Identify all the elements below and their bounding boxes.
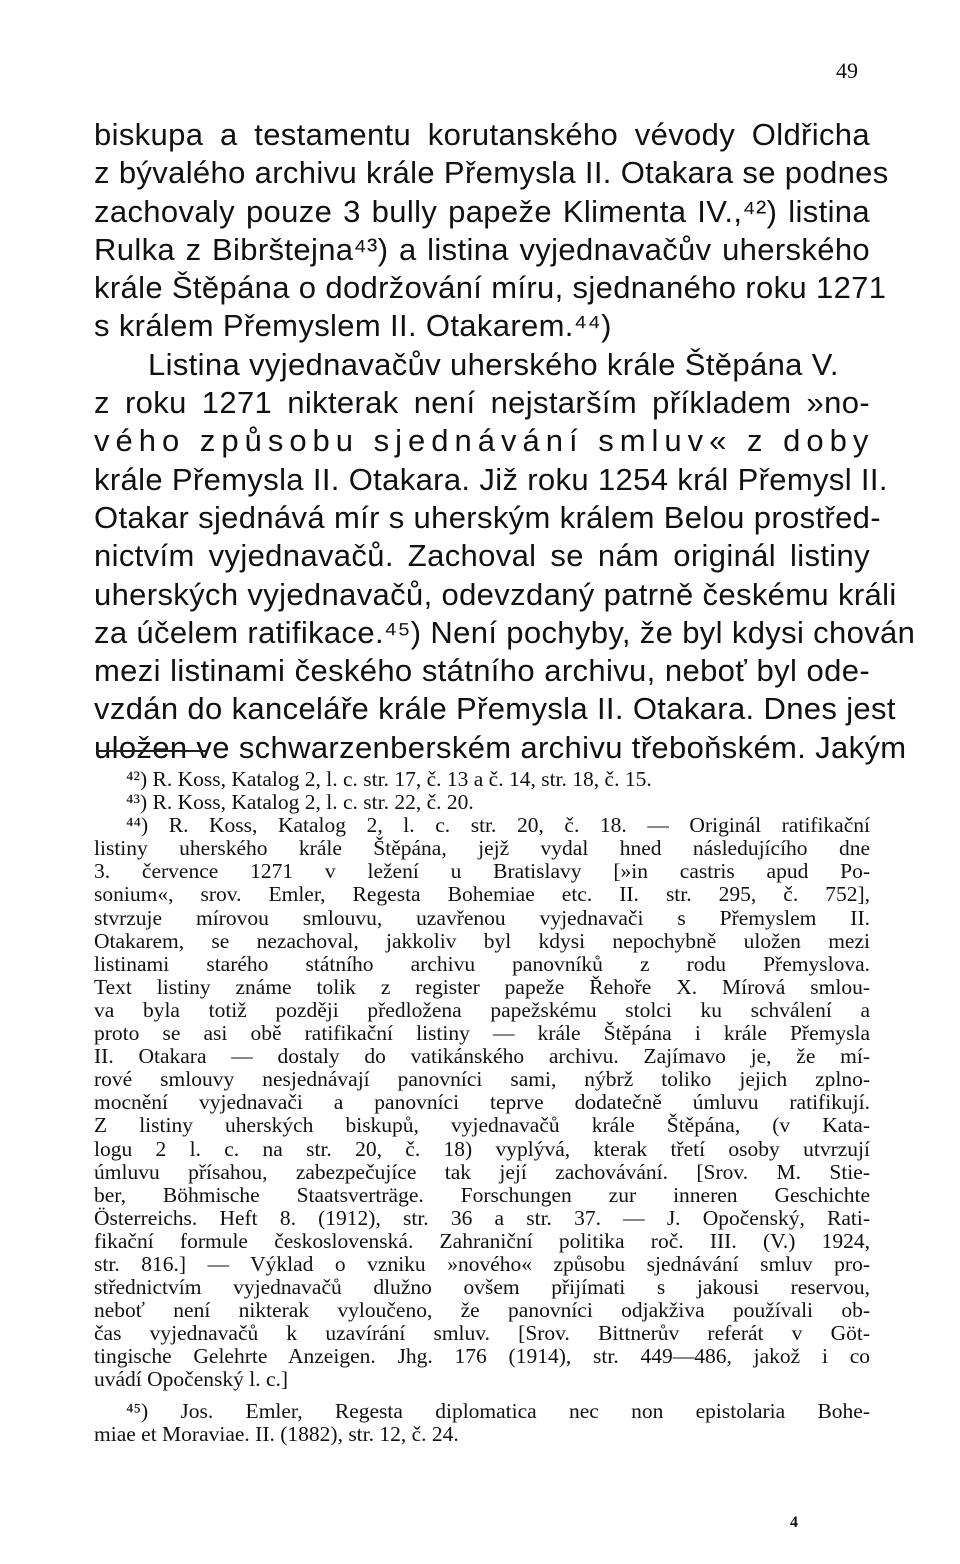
main-line: s králem Přemyslem II. Otakarem.⁴⁴) bbox=[94, 308, 612, 344]
footnote-line: tingische Gelehrte Anzeigen. Jhg. 176 (1914), str. 449—486, jakož i co bbox=[94, 1344, 870, 1369]
main-line: za účelem ratifikace.⁴⁵) Není pochyby, že byl kdysi chován bbox=[94, 614, 916, 650]
footnote-line: proto se asi obě ratifikační listiny — krále Štěpána i krále Přemysla bbox=[94, 1021, 870, 1046]
main-line: biskupa a testamentu korutanského vévody Oldřicha bbox=[94, 117, 870, 152]
main-line: krále Štěpána o dodržování míru, sjednaného roku 1271 bbox=[94, 270, 887, 306]
footnote-line: ber, Böhmische Staatsverträge. Forschungen zur inneren Geschichte bbox=[94, 1182, 870, 1207]
footnote-line: ⁴²) R. Koss, Katalog 2, l. c. str. 17, č. 13 a č. 14, str. 18, č. 15. bbox=[126, 767, 652, 791]
main-line: uherských vyjednavačů, odevzdaný patrně českému králi bbox=[94, 576, 897, 612]
main-line: Listina vyjednavačův uherského krále Štěpána V. bbox=[148, 346, 839, 382]
footnote-line: čas vyjednavačů k uzavírání smluv. [Srov. Bittnerův referát v Göt- bbox=[94, 1321, 870, 1346]
main-line: z bývalého archivu krále Přemysla II. Otakara se podnes bbox=[94, 155, 889, 191]
main-line: Rulka z Bibrštejna⁴³) a listina vyjednavačův uherského bbox=[94, 231, 870, 267]
footnote-line: miae et Moraviae. II. (1882), str. 12, č. 24. bbox=[94, 1421, 459, 1446]
main-line: nictvím vyjednavačů. Zachoval se nám originál listiny bbox=[94, 538, 870, 574]
footnote-line: střednictvím vyjednavačů dlužno ovšem přijímati s jakousi reservou, bbox=[94, 1275, 870, 1300]
main-text bbox=[94, 116, 916, 767]
footnote-line: listinami starého státního archivu panovníků z rodu Přemyslova. bbox=[94, 951, 870, 976]
page-number: 49 bbox=[836, 58, 858, 83]
footnote-line: va byla totiž později předložena papežskému stolci ku schválení a bbox=[94, 997, 870, 1022]
footnote-line: str. 816.] — Výklad o vzniku »nového« způsobu sjednávání smluv pro- bbox=[94, 1251, 870, 1276]
footnote-line: listiny uherského krále Štěpána, jejž vydal hned následujícího dne bbox=[94, 836, 870, 861]
footnotes bbox=[94, 768, 870, 1446]
footnote-line: Text listiny známe tolik z register papeže Řehoře X. Mírová smlou- bbox=[94, 974, 870, 999]
main-line: uložen ve schwarzenberském archivu třeboňském. Jakým bbox=[94, 729, 907, 765]
footnote-separator bbox=[96, 750, 208, 752]
footnote-line: II. Otakara — dostaly do vatikánského archivu. Zajímavo je, že mí- bbox=[94, 1044, 870, 1069]
footnote-line: stvrzuje mírovou smlouvu, uzavřenou vyjednavači s Přemyslem II. bbox=[94, 905, 870, 930]
main-line: zachovaly pouze 3 bully papeže Klimenta IV.,⁴²) listina bbox=[94, 193, 870, 229]
footnote-line: Z listiny uherských biskupů, vyjednavačů krále Štěpána, (v Kata- bbox=[94, 1113, 870, 1138]
footnote-line: mocnění vyjednavači a panovníci teprve dodatečně úmluvu ratifikují. bbox=[94, 1090, 870, 1115]
main-line: krále Přemysla II. Otakara. Již roku 1254 král Přemysl II. bbox=[94, 461, 888, 497]
signature-mark: 4 bbox=[790, 1514, 798, 1531]
footnote-line: ⁴³) R. Koss, Katalog 2, l. c. str. 22, č. 20. bbox=[126, 790, 474, 815]
footnote-line: Otakarem, se nezachoval, jakkoliv byl kdysi nepochybně uložen mezi bbox=[94, 928, 870, 953]
footnote-line: rové smlouvy nesjednávají panovníci sami, nýbrž toliko jejich zplno- bbox=[94, 1067, 870, 1092]
footnote-line: logu 2 l. c. na str. 20, č. 18) vyplývá, kterak třetí osoby utvrzují bbox=[94, 1136, 870, 1161]
footnote-line: ⁴⁵) Jos. Emler, Regesta diplomatica nec non epistolaria Bohe- bbox=[126, 1398, 870, 1423]
main-line: z roku 1271 nikterak není nejstarším příkladem »no- bbox=[94, 385, 870, 421]
main-line: vého způsobu sjednávání smluv« z doby bbox=[94, 423, 875, 459]
footnote-line: úmluvu přísahou, zabezpečujíce tak její zachovávání. [Srov. M. Stie- bbox=[94, 1159, 870, 1184]
main-line: vzdán do kanceláře krále Přemysla II. Otakara. Dnes jest bbox=[94, 691, 896, 727]
main-line: Otakar sjednává mír s uherským králem Belou prostřed- bbox=[94, 499, 881, 535]
footnote-line: neboť není nikterak vyloučeno, že panovníci odjakživa používali ob- bbox=[94, 1298, 870, 1323]
footnote-line: uvádí Opočenský l. c.] bbox=[94, 1367, 289, 1392]
footnote-line: sonium«, srov. Emler, Regesta Bohemiae etc. II. str. 295, č. 752], bbox=[94, 882, 870, 907]
footnote-line: 3. července 1271 v ležení u Bratislavy [»in castris apud Po- bbox=[94, 859, 870, 884]
main-line: mezi listinami českého státního archivu, neboť byl ode- bbox=[94, 653, 870, 689]
footnote-line: fikační formule československá. Zahraniční politika roč. III. (V.) 1924, bbox=[94, 1228, 870, 1253]
footnote-line: ⁴⁴) R. Koss, Katalog 2, l. c. str. 20, č. 18. — Originál ratifikační bbox=[126, 813, 870, 838]
footnote-line: Österreichs. Heft 8. (1912), str. 36 a str. 37. — J. Opočenský, Rati- bbox=[94, 1205, 870, 1230]
